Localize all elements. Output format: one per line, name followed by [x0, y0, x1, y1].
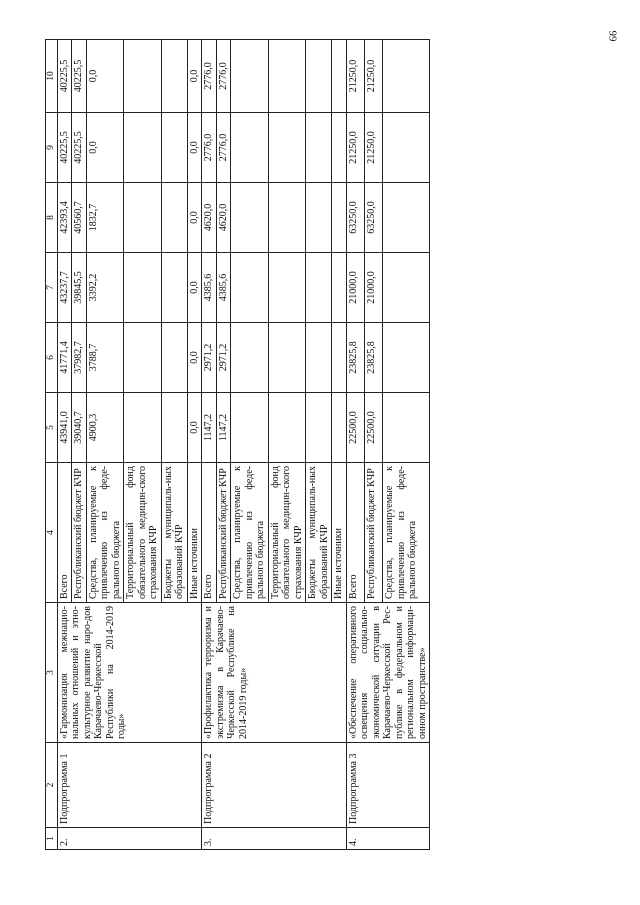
amount-cell	[306, 183, 332, 253]
column-number: 7	[46, 253, 58, 323]
column-number: 8	[46, 183, 58, 253]
amount-cell	[306, 40, 332, 113]
funding-source: Средства, планируемые к привлечению из феде-рального бюджета	[383, 463, 430, 603]
amount-cell: 2971,2	[216, 323, 231, 393]
funding-source: Бюджеты муниципаль-ных образований КЧР	[161, 463, 187, 603]
table-body	[46, 40, 430, 850]
funding-source: Иные источники	[332, 463, 347, 603]
column-number: 1	[46, 828, 58, 850]
funding-source: Республиканский бюджет КЧР	[72, 463, 87, 603]
amount-cell	[332, 183, 347, 253]
amount-cell	[231, 183, 269, 253]
amount-cell	[332, 253, 347, 323]
amount-cell	[268, 393, 306, 463]
amount-cell	[124, 40, 162, 113]
row-number: 3.	[202, 828, 347, 850]
amount-cell: 21250,0	[365, 40, 383, 113]
column-number: 5	[46, 393, 58, 463]
column-number: 10	[46, 40, 58, 113]
amount-cell	[306, 393, 332, 463]
funding-source: Всего	[346, 463, 364, 603]
amount-cell: 1832,7	[86, 183, 124, 253]
amount-cell	[383, 323, 430, 393]
column-number: 3	[46, 603, 58, 743]
amount-cell	[124, 323, 162, 393]
amount-cell	[383, 183, 430, 253]
amount-cell	[306, 113, 332, 183]
subprogram-title: «Обеспечение оперативного освещения социально-экономической ситуации в Карачаево-Черкесской Рес-публике в федеральном и региональном информаци-онном пространстве»	[346, 603, 430, 743]
row-number: 2.	[57, 828, 202, 850]
amount-cell: 0,0	[187, 40, 202, 113]
funding-source: Республиканский бюджет КЧР	[365, 463, 383, 603]
amount-cell: 40560,7	[72, 183, 87, 253]
amount-cell	[268, 323, 306, 393]
rotated-table-wrapper	[45, 40, 605, 850]
amount-cell: 2776,0	[216, 113, 231, 183]
amount-cell: 0,0	[187, 253, 202, 323]
funding-source: Территориальный фонд обязательного медицин-ского страхования КЧР	[124, 463, 162, 603]
amount-cell: 23825,8	[346, 323, 364, 393]
subprogram-label: Подпрограмма 2	[202, 743, 347, 828]
row-number: 4.	[346, 828, 430, 850]
amount-cell	[306, 253, 332, 323]
amount-cell	[332, 323, 347, 393]
funding-source: Иные источники	[187, 463, 202, 603]
amount-cell: 39845,5	[72, 253, 87, 323]
amount-cell: 2776,0	[216, 40, 231, 113]
amount-cell: 40225,5	[72, 113, 87, 183]
subprogram-title: «Гармонизация межнацио-нальных отношений и этно-культурное развитие наро-дов Карачаево-Черкесской Республики на 2014-2019 годы»	[57, 603, 202, 743]
amount-cell	[383, 113, 430, 183]
amount-cell: 43941,0	[57, 393, 72, 463]
amount-cell	[306, 323, 332, 393]
amount-cell: 0,0	[187, 393, 202, 463]
amount-cell	[124, 253, 162, 323]
amount-cell	[231, 40, 269, 113]
amount-cell: 40225,5	[57, 113, 72, 183]
amount-cell: 0,0	[86, 40, 124, 113]
amount-cell: 1147,2	[202, 393, 217, 463]
amount-cell: 21000,0	[346, 253, 364, 323]
amount-cell: 4385,6	[202, 253, 217, 323]
subprogram-label: Подпрограмма 3	[346, 743, 430, 828]
funding-source: Средства, планируемые к привлечению из феде-рального бюджета	[231, 463, 269, 603]
amount-cell: 4620,0	[202, 183, 217, 253]
table-row	[202, 40, 217, 850]
amount-cell: 22500,0	[365, 393, 383, 463]
amount-cell	[383, 253, 430, 323]
amount-cell	[161, 253, 187, 323]
column-number: 9	[46, 113, 58, 183]
amount-cell	[161, 113, 187, 183]
column-number: 6	[46, 323, 58, 393]
page-number: 99	[606, 30, 619, 42]
amount-cell	[268, 113, 306, 183]
amount-cell: 37982,7	[72, 323, 87, 393]
column-numbers-row	[46, 40, 58, 850]
amount-cell	[268, 40, 306, 113]
amount-cell: 0,0	[86, 113, 124, 183]
column-number: 2	[46, 743, 58, 828]
amount-cell: 2776,0	[202, 40, 217, 113]
amount-cell: 3788,7	[86, 323, 124, 393]
amount-cell	[268, 183, 306, 253]
amount-cell: 0,0	[187, 113, 202, 183]
amount-cell	[268, 253, 306, 323]
budget-table	[45, 39, 430, 850]
amount-cell: 43237,7	[57, 253, 72, 323]
amount-cell	[332, 40, 347, 113]
column-number: 4	[46, 463, 58, 603]
amount-cell	[161, 393, 187, 463]
amount-cell	[124, 393, 162, 463]
amount-cell	[332, 113, 347, 183]
amount-cell	[161, 183, 187, 253]
funding-source: Всего	[202, 463, 217, 603]
amount-cell	[332, 393, 347, 463]
funding-source: Всего	[57, 463, 72, 603]
amount-cell: 40225,5	[72, 40, 87, 113]
amount-cell: 21250,0	[346, 113, 364, 183]
amount-cell: 63250,0	[365, 183, 383, 253]
amount-cell: 41771,4	[57, 323, 72, 393]
amount-cell	[231, 393, 269, 463]
amount-cell: 4900,3	[86, 393, 124, 463]
table-row	[346, 40, 364, 850]
amount-cell: 39040,7	[72, 393, 87, 463]
funding-source: Территориальный фонд обязательного медицин-ского страхования КЧР	[268, 463, 306, 603]
amount-cell	[383, 393, 430, 463]
amount-cell: 42393,4	[57, 183, 72, 253]
subprogram-title: «Профилактика терроризма и экстремизма в Карачаево-Черкесской Республике на 2014-2019 годы»	[202, 603, 347, 743]
amount-cell	[383, 40, 430, 113]
amount-cell	[161, 323, 187, 393]
amount-cell: 3392,2	[86, 253, 124, 323]
table-row	[57, 40, 72, 850]
funding-source: Бюджеты муниципаль-ных образований КЧР	[306, 463, 332, 603]
amount-cell: 40225,5	[57, 40, 72, 113]
funding-source: Средства, планируемые к привлечению из феде-рального бюджета	[86, 463, 124, 603]
funding-source: Республиканский бюджет КЧР	[216, 463, 231, 603]
amount-cell: 63250,0	[346, 183, 364, 253]
amount-cell: 4620,0	[216, 183, 231, 253]
amount-cell: 21250,0	[365, 113, 383, 183]
amount-cell: 1147,2	[216, 393, 231, 463]
amount-cell: 23825,8	[365, 323, 383, 393]
amount-cell	[231, 253, 269, 323]
amount-cell: 0,0	[187, 183, 202, 253]
amount-cell	[124, 113, 162, 183]
amount-cell: 21250,0	[346, 40, 364, 113]
amount-cell	[124, 183, 162, 253]
amount-cell: 0,0	[187, 323, 202, 393]
amount-cell: 21000,0	[365, 253, 383, 323]
amount-cell: 4385,6	[216, 253, 231, 323]
subprogram-label: Подпрограмма 1	[57, 743, 202, 828]
amount-cell	[231, 323, 269, 393]
amount-cell: 22500,0	[346, 393, 364, 463]
amount-cell: 2776,0	[202, 113, 217, 183]
amount-cell	[231, 113, 269, 183]
amount-cell	[161, 40, 187, 113]
amount-cell: 2971,2	[202, 323, 217, 393]
